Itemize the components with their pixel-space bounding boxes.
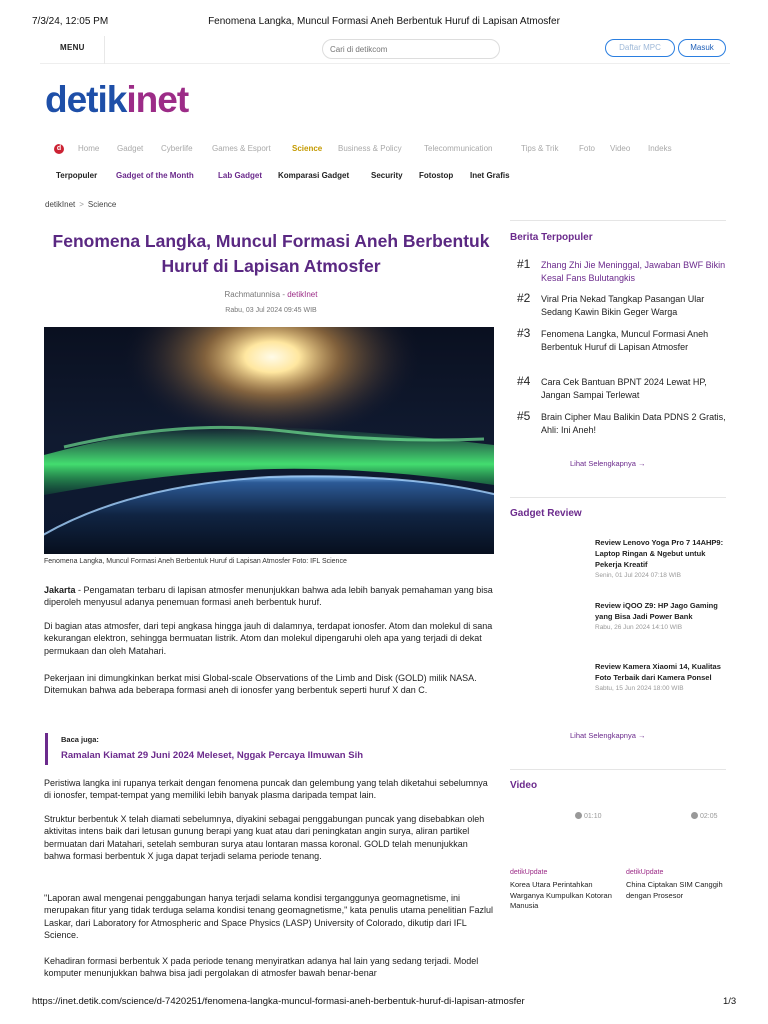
hero-caption: Fenomena Langka, Muncul Formasi Aneh Berbentuk Huruf di Lapisan Atmosfer Foto: IFL Science: [44, 558, 347, 565]
print-url: https://inet.detik.com/science/d-7420251/fenomena-langka-muncul-formasi-aneh-berbentuk-huruf-di-lapisan-atmosfer: [32, 996, 525, 1007]
play-icon: [575, 812, 582, 819]
popular-headline[interactable]: Fenomena Langka, Muncul Formasi Aneh Berbentuk Huruf di Lapisan Atmosfer: [541, 329, 709, 352]
read-also-link[interactable]: Ramalan Kiamat 29 Juni 2024 Meleset, Nggak Percaya Ilmuwan Sih: [61, 750, 364, 761]
subnav-komparasi-gadget[interactable]: Komparasi Gadget: [278, 171, 350, 180]
nav-gadget[interactable]: Gadget: [117, 144, 144, 153]
popular-headline[interactable]: Brain Cipher Mau Balikin Data PDNS 2 Gratis, Ahli: Ini Aneh!: [541, 412, 726, 435]
subnav-lab-gadget[interactable]: Lab Gadget: [218, 171, 263, 180]
read-also-box: [45, 733, 494, 765]
menu-divider: [104, 36, 105, 64]
video-item-1[interactable]: [510, 869, 620, 912]
video-section-title: Video: [510, 780, 538, 791]
video-duration-1: [575, 812, 602, 820]
sidebar-top-rule: [510, 220, 726, 221]
popular-item-3[interactable]: [517, 328, 729, 368]
popular-headline[interactable]: Viral Pria Nekad Tangkap Pasangan Ular Sedang Kawin Bikin Geger Warga: [541, 294, 705, 317]
gadget-rule: [510, 497, 726, 498]
video-title[interactable]: Korea Utara Perintahkan Warganya Kumpulkan Kotoran Manusia: [510, 880, 612, 910]
breadcrumb-separator: >: [79, 200, 84, 209]
see-more-label: Lihat Selengkapnya: [570, 459, 636, 468]
daftar-mpc-button[interactable]: Daftar MPC: [605, 39, 675, 57]
popular-see-more-link[interactable]: [570, 459, 645, 468]
gadget-review-headline[interactable]: Review Lenovo Yoga Pro 7 14AHP9: Laptop Ringan & Ngebut untuk Pekerja Kreatif: [595, 538, 724, 569]
gadget-see-more-link[interactable]: [570, 731, 645, 740]
subnav-security[interactable]: Security: [371, 171, 403, 180]
gadget-review-headline[interactable]: Review iQOO Z9: HP Jago Gaming yang Bisa Jadi Power Bank: [595, 601, 718, 621]
video-category: detikUpdate: [626, 869, 664, 876]
popular-headline[interactable]: Zhang Zhi Jie Meninggal, Jawaban BWF Bikin Kesal Fans Bulutangkis: [541, 260, 726, 283]
article-paragraph-2: Di bagian atas atmosfer, dari tepi angkasa hingga jauh di dalamnya, terdapat ionosfer. Atom dan molekul di sana kekurangan elektron, sehingga bermuatan listrik. Atom dan molekul dipengaruhi oleh apa yang terjadi di dekat permukaan dan oleh Matahari.: [44, 621, 493, 656]
popular-rank: #5: [517, 409, 531, 423]
popular-item-2[interactable]: [517, 293, 729, 333]
play-icon: [691, 812, 698, 819]
print-doc-title: Fenomena Langka, Muncul Formasi Aneh Berbentuk Huruf di Lapisan Atmosfer: [208, 16, 560, 27]
logo-part-inet: inet: [126, 79, 189, 120]
gadget-review-date: Sabtu, 15 Jun 2024 18:00 WIB: [595, 685, 684, 692]
nav-science[interactable]: Science: [292, 144, 323, 153]
breadcrumb: [45, 200, 116, 209]
popular-rank: #3: [517, 326, 531, 340]
article-hero-image: [44, 327, 494, 554]
popular-headline[interactable]: Cara Cek Bantuan BPNT 2024 Lewat HP, Jangan Sampai Terlewat: [541, 377, 707, 400]
article-byline: [48, 290, 494, 299]
menu-button[interactable]: MENU: [60, 43, 85, 52]
gadget-review-date: Senin, 01 Jul 2024 07:18 WIB: [595, 572, 682, 579]
popular-section-title: Berita Terpopuler: [510, 232, 593, 243]
see-more-label: Lihat Selengkapnya: [570, 731, 636, 740]
detikinet-logo[interactable]: [45, 80, 188, 120]
print-page-number: 1/3: [723, 996, 737, 1007]
breadcrumb-home[interactable]: detikInet: [45, 200, 76, 209]
video-duration: 01:10: [584, 813, 602, 820]
nav-home[interactable]: Home: [78, 144, 100, 153]
aurora-earth-illustration: [44, 327, 494, 554]
gadget-review-item-3[interactable]: [595, 661, 730, 692]
popular-rank: #2: [517, 291, 531, 305]
popular-rank: #1: [517, 257, 531, 271]
logo-part-detik: detik: [45, 79, 127, 120]
nav-indeks[interactable]: Indeks: [648, 144, 672, 153]
nav-telecommunication[interactable]: Telecommunication: [424, 144, 493, 153]
read-also-label: Baca juga:: [61, 735, 99, 744]
popular-item-5[interactable]: [517, 411, 729, 451]
subnav-terpopuler[interactable]: Terpopuler: [56, 171, 98, 180]
article-paragraph-5: Struktur berbentuk X telah diamati sebelumnya, diyakini sebagai penggabungan puncak yang disebabkan oleh aktivitas intens baik dari letusan gunung berapi yang kuat atau dari peningkatan angin surya, aliran partikel bermuatan dari Matahari, setelah semburan surya atau lontaran massa koronal. GOLD telah menunjukkan bahwa formasi berbentuk X juga dapat terjadi selama periode tenang.: [44, 814, 485, 861]
gadget-review-headline[interactable]: Review Kamera Xiaomi 14, Kualitas Foto Terbaik dari Kamera Ponsel: [595, 662, 721, 682]
masuk-button[interactable]: Masuk: [678, 39, 726, 57]
article-paragraph-6: "Laporan awal mengenai penggabungan hanya terjadi selama kondisi terganggunya geomagnetisme, ini merupakan fitur yang tidak terduga selama kondisi tenang geomagnetisme," kata penulis utama penelitian Fazlul Laskar, dari Laboratory for Atmospheric and Space Physics (LASP) University of Colorado, dikutip dari IFL Science.: [44, 893, 493, 940]
subnav-inet-grafis[interactable]: Inet Grafis: [470, 171, 510, 180]
video-category: detikUpdate: [510, 869, 548, 876]
video-title[interactable]: China Ciptakan SIM Canggih dengan Prosesor: [626, 880, 723, 900]
lead-text: - Pengamatan terbaru di lapisan atmosfer menunjukkan bahwa ada lebih banyak pemahaman yang bisa diperoleh menyusul adanya penemuan formasi aneh berbentuk huruf.: [44, 585, 493, 608]
article-paragraph-1: [44, 584, 494, 609]
gadget-review-date: Rabu, 26 Jun 2024 14:10 WIB: [595, 624, 683, 631]
nav-cyberlife[interactable]: Cyberlife: [161, 144, 193, 153]
nav-business-policy[interactable]: Business & Policy: [338, 144, 402, 153]
top-bar: [40, 36, 730, 64]
detik-d-icon[interactable]: d: [54, 144, 64, 154]
arrow-right-icon: →: [637, 459, 646, 468]
article-title: Fenomena Langka, Muncul Formasi Aneh Berbentuk Huruf di Lapisan Atmosfer: [52, 231, 490, 276]
video-duration: 02:05: [700, 813, 718, 820]
print-header: [0, 16, 768, 30]
nav-video[interactable]: Video: [610, 144, 631, 153]
byline-dash: -: [280, 290, 288, 299]
gadget-review-item-1[interactable]: [595, 537, 730, 579]
article-paragraph-3: Pekerjaan ini dimungkinkan berkat misi Global-scale Observations of the Limb and Disk (GOLD) milik NASA. Ditemukan bahwa ada beberapa formasi aneh di ionosfer yang berbentuk seperti huruf X dan C.: [44, 673, 477, 696]
nav-foto[interactable]: Foto: [579, 144, 596, 153]
article-source[interactable]: detikInet: [287, 290, 318, 299]
print-datetime: 7/3/24, 12:05 PM: [32, 16, 109, 27]
article-date: Rabu, 03 Jul 2024 09:45 WIB: [225, 307, 317, 314]
gadget-review-item-2[interactable]: [595, 600, 730, 631]
subnav-gadget-of-the-month[interactable]: Gadget of the Month: [116, 171, 194, 180]
video-duration-2: [691, 812, 718, 820]
search-input[interactable]: [330, 42, 490, 56]
gadget-review-title: Gadget Review: [510, 508, 582, 519]
nav-tips-trik[interactable]: Tips & Trik: [521, 144, 559, 153]
arrow-right-icon: →: [637, 731, 646, 740]
subnav-fotostop[interactable]: Fotostop: [419, 171, 454, 180]
popular-item-4[interactable]: [517, 376, 729, 416]
nav-games-esport[interactable]: Games & Esport: [212, 144, 271, 153]
article-paragraph-4: Peristiwa langka ini rupanya terkait dengan fenomena puncak dan gelembung yang telah diketahui sebelumnya di ionosfer, tempat-tempat yang memiliki lebih banyak plasma daripada tempat lain.: [44, 778, 488, 801]
article-paragraph-7: Kehadiran formasi berbentuk X pada periode tenang menyiratkan adanya hal lain yang sedang terjadi. Model komputer menunjukkan bahwa bisa jadi pergolakan di atmosfer bawah benar-benar: [44, 956, 479, 979]
popular-rank: #4: [517, 374, 531, 388]
lead-location: Jakarta: [44, 585, 76, 595]
video-item-2[interactable]: [626, 869, 736, 901]
video-rule: [510, 769, 726, 770]
search-box[interactable]: [322, 39, 500, 59]
article-author: Rachmatunnisa: [224, 290, 281, 299]
breadcrumb-section[interactable]: Science: [87, 200, 117, 209]
